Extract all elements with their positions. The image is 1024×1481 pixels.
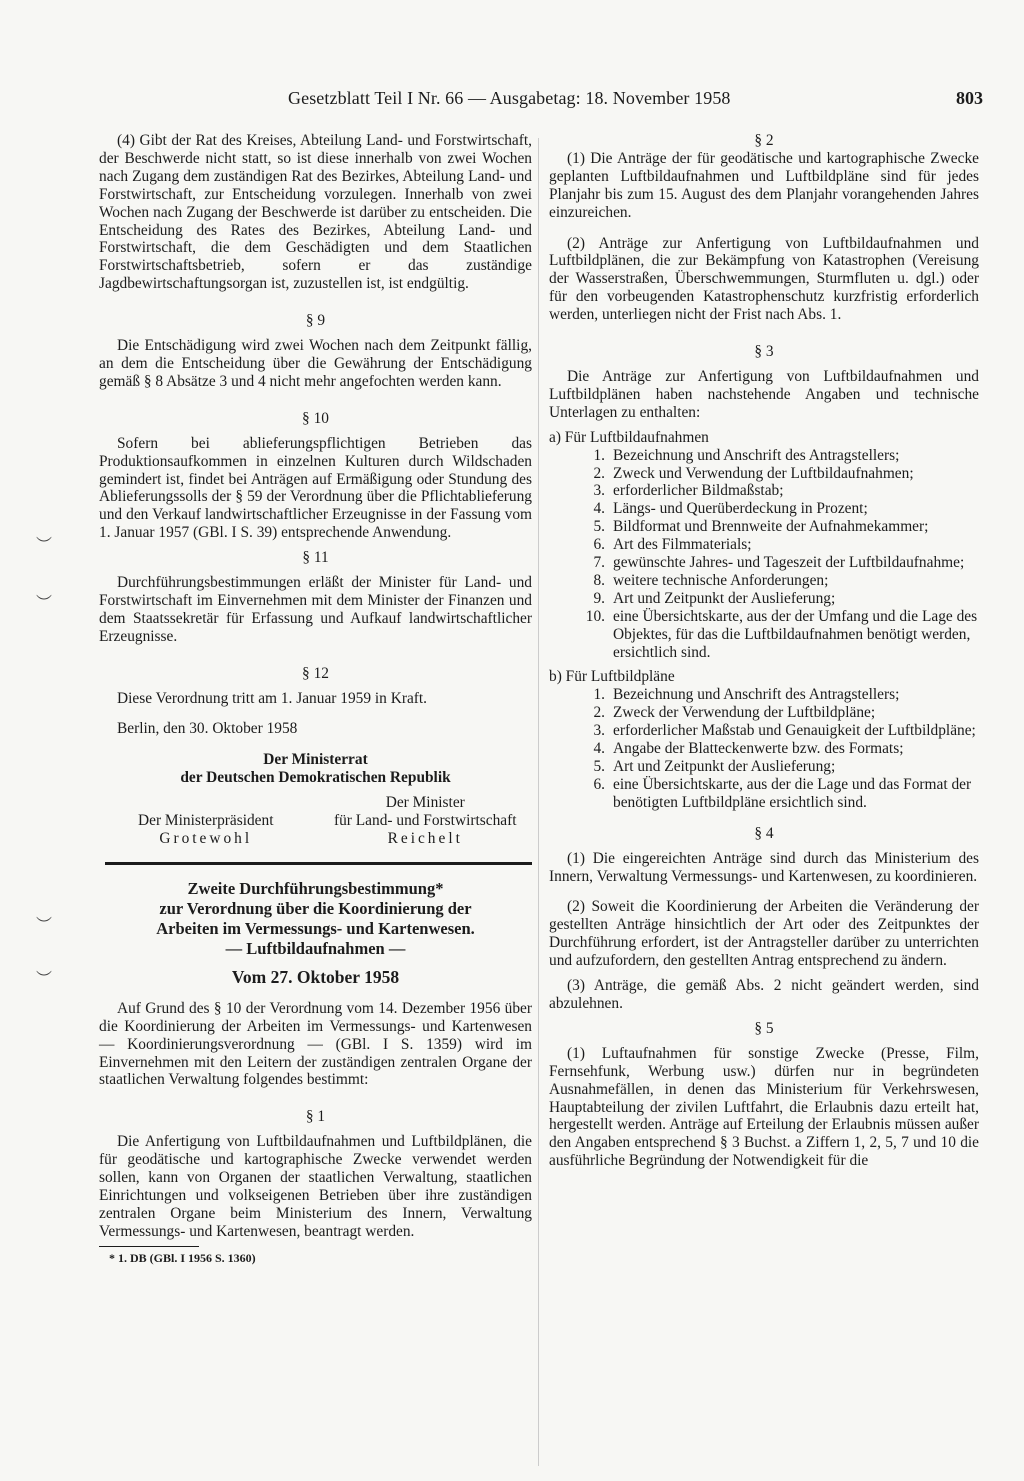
section2-paragraph2: (2) Anträge zur Anfertigung von Luftbildaufnahmen und Luftbildplänen, die zur Bekämpfung von Katastrophen (Vereisung der Wasserstraßen, Überschwemmungen, Sturmfluten u. dgl.) oder für den vorbeugenden Katastrophenschutz kurzfristig erforderlich werden, unterliegen nicht der Frist nach Abs. 1. bbox=[549, 234, 979, 324]
signature-org-line1: Der Ministerrat bbox=[263, 751, 368, 769]
list-item-number: 2. bbox=[593, 704, 605, 722]
margin-tick-mark: ︶ bbox=[36, 971, 53, 988]
group-a-item bbox=[549, 554, 979, 572]
group-b-item bbox=[549, 740, 979, 758]
group-b-item bbox=[549, 776, 979, 812]
list-item-text: Bezeichnung und Anschrift des Antragstellers; bbox=[613, 686, 900, 704]
list-item-text: eine Übersichtskarte, aus der der Umfang und die Lage des Objektes, für das die Luftbildaufnahmen benötigt werden, ersichtlich sind. bbox=[613, 607, 978, 661]
group-a-list bbox=[549, 447, 979, 662]
section-separator-rule bbox=[105, 862, 532, 865]
place-date: Berlin, den 30. Oktober 1958 bbox=[117, 720, 298, 738]
list-item-text: weitere technische Anforderungen; bbox=[613, 571, 829, 589]
decree-title-block bbox=[99, 879, 532, 987]
list-item-text: Art und Zeitpunkt der Auslieferung; bbox=[613, 758, 836, 775]
section8-paragraph4: (4) Gibt der Rat des Kreises, Abteilung Land- und Forstwirtschaft, der Beschwerde nicht statt, so ist diese innerhalb von zwei Wochen nach Zugang dem zuständigen Rat des Bezirkes, Abteilung Land- und Forstwirtschaft, zur Entscheidung vorzulegen. Innerhalb von zwei Wochen nach Zugang der Beschwerde ist darüber zu entscheiden. Die Entscheidung des Rates des Bezirkes, Abteilung Land- und Forstwirtschaft, die dem Geschädigten und dem Staatlichen Forstwirtschaftsbetrieb, sofern er das zuständige Jagdbewirtschaftungsorgan ist, zuzustellen ist, ist endgültig. bbox=[99, 132, 532, 293]
footnote: * 1. DB (GBl. I 1956 S. 1360) bbox=[109, 1250, 256, 1265]
list-item-text: Bildformat und Brennweite der Aufnahmekammer; bbox=[613, 518, 929, 536]
left-column bbox=[99, 132, 532, 1268]
list-item-text: Längs- und Querüberdeckung in Prozent; bbox=[613, 500, 868, 518]
list-item-text: Zweck der Verwendung der Luftbildpläne; bbox=[613, 704, 876, 722]
group-a-item bbox=[549, 608, 979, 662]
group-b-list bbox=[549, 686, 979, 811]
list-item-text: Art und Zeitpunkt der Auslieferung; bbox=[613, 589, 836, 607]
list-item-number: 5. bbox=[593, 518, 605, 536]
section9-text: Die Entschädigung wird zwei Wochen nach dem Zeitpunkt fällig, an dem die Entscheidung über die Gewährung der Entschädigung gemäß § 8 Absätze 3 und 4 nicht mehr angefochten werden kann. bbox=[99, 337, 532, 390]
margin-tick-mark: ︶ bbox=[36, 537, 53, 554]
signature-premier-title: Der Ministerpräsident bbox=[138, 812, 274, 830]
list-item-number: 3. bbox=[593, 482, 605, 500]
list-item-text: gewünschte Jahres- und Tageszeit der Luftbildaufnahme; bbox=[613, 554, 965, 572]
right-column bbox=[549, 132, 979, 1170]
list-item-number: 3. bbox=[593, 722, 605, 740]
list-item-number: 9. bbox=[593, 589, 605, 607]
group-b-label: b) Für Luftbildpläne bbox=[549, 668, 675, 686]
list-item-text: eine Übersichtskarte, aus der die Lage und das Format der benötigten Luftbildpläne ersichtlich sind. bbox=[613, 775, 972, 811]
list-item-text: Art des Filmmaterials; bbox=[613, 536, 752, 554]
group-a-item bbox=[549, 536, 979, 554]
section9-heading: § 9 bbox=[305, 312, 326, 330]
list-item-number: 7. bbox=[593, 554, 605, 572]
margin-tick-mark: ︶ bbox=[36, 595, 53, 612]
section12-text: Diese Verordnung tritt am 1. Januar 1959 in Kraft. bbox=[117, 689, 428, 707]
section4-paragraph2: (2) Soweit die Koordinierung der Arbeiten die Veränderung der gestellten Anträge hinsichtlich der Art oder des Zeitpunktes der Durchführung erfordert, ist der Antragsteller darüber zu unterrichten und aufzufordern, den gestellten Antrag entsprechend zu ändern. bbox=[549, 898, 979, 970]
decree-preamble: Auf Grund des § 10 der Verordnung vom 14. Dezember 1956 über die Koordinierung der Arbeiten im Vermessungs- und Kartenwesen — Koordinierungsverordnung — (GBl. I S. 1359) wird im Einvernehmen mit den Leitern der zuständigen zentralen Organe der staatlichen Verwaltung folgendes bestimmt: bbox=[99, 999, 532, 1089]
group-a-label: a) Für Luftbildaufnahmen bbox=[549, 428, 709, 446]
list-item-number: 10. bbox=[585, 607, 605, 625]
signature-minister-title: Der Minister bbox=[385, 794, 465, 812]
section2-paragraph1: (1) Die Anträge der für geodätische und kartographische Zwecke geplanten Luftbildaufnahmen und Luftbildpläne sind für jedes Planjahr bis zum 15. August des dem Planjahr vorangehenden Jahres einzureichen. bbox=[549, 149, 979, 221]
decree-title-line1: Zweite Durchführungsbestimmung* bbox=[187, 878, 444, 898]
group-a-item bbox=[549, 465, 979, 483]
signature-minister-name: Reichelt bbox=[387, 830, 463, 847]
section3-intro: Die Anträge zur Anfertigung von Luftbildaufnahmen und Luftbildplänen haben nachstehende Angaben und technische Unterlagen zu enthalten: bbox=[549, 367, 979, 421]
list-item-text: Angabe der Blatteckenwerte bzw. des Formats; bbox=[613, 740, 904, 758]
group-a-item bbox=[549, 590, 979, 608]
signature-minister-portfolio: für Land- und Forstwirtschaft bbox=[333, 812, 517, 830]
group-b-item bbox=[549, 704, 979, 722]
list-item-number: 6. bbox=[593, 775, 605, 793]
list-item-number: 1. bbox=[593, 446, 605, 464]
group-b-item bbox=[549, 722, 979, 740]
list-item-text: erforderlicher Maßstab und Genauigkeit der Luftbildpläne; bbox=[613, 722, 976, 740]
section5-paragraph1: (1) Luftaufnahmen für sonstige Zwecke (Presse, Film, Fernsehfunk, Werbung usw.) dürfen nur in begründeten Ausnahmefällen, in denen das Ministerium für Verkehrswesen, Hauptabteilung der zivilen Luftfahrt, die Erlaubnis dazu erteilt hat, hergestellt werden. Anträge auf Erteilung der Erlaubnis müssen außer den Angaben entsprechend § 3 Buchst. a Ziffern 1, 2, 5, 7 und 10 die ausführliche Begründung der Notwendigkeit für die bbox=[549, 1044, 979, 1170]
page-number: 803 bbox=[956, 88, 983, 108]
group-b-item bbox=[549, 686, 979, 704]
list-item-text: Bezeichnung und Anschrift des Antragstellers; bbox=[613, 446, 900, 464]
group-a-item bbox=[549, 572, 979, 590]
decree-section1-heading: § 1 bbox=[305, 1108, 326, 1126]
group-a-item bbox=[549, 518, 979, 536]
section5-heading: § 5 bbox=[754, 1019, 774, 1037]
decree-section1-text: Die Anfertigung von Luftbildaufnahmen und Luftbildplänen, die für geodätische und kartographische Zwecke verwendet werden sollen, kann von Organen der staatlichen Verwaltung, staatlichen Einrichtungen und volkseigenen Betrieben über ihre zuständigen zentralen Organe beim Ministerium des Innern, Verwaltung Vermessungs- und Kartenwesen, beantragt werden. bbox=[99, 1133, 532, 1240]
list-item-number: 2. bbox=[593, 464, 605, 482]
list-item-number: 4. bbox=[593, 500, 605, 518]
list-item-text: erforderlicher Bildmaßstab; bbox=[613, 482, 784, 500]
signature-premier-name: Grotewohl bbox=[159, 830, 253, 847]
group-a-item bbox=[549, 447, 979, 465]
footnote-rule bbox=[99, 1246, 199, 1247]
group-a-item bbox=[549, 500, 979, 518]
group-a-item bbox=[549, 482, 979, 500]
decree-date: Vom 27. Oktober 1958 bbox=[231, 966, 400, 987]
section4-paragraph1: (1) Die eingereichten Anträge sind durch das Ministerium des Innern, Verwaltung Vermessungs- und Kartenwesen, zu koordinieren. bbox=[549, 849, 979, 885]
signature-org-line2: der Deutschen Demokratischen Republik bbox=[180, 769, 451, 787]
list-item-number: 6. bbox=[593, 536, 605, 554]
group-b-item bbox=[549, 758, 979, 776]
page-header bbox=[288, 88, 983, 114]
margin-tick-mark: ︶ bbox=[36, 917, 53, 934]
decree-subtitle: — Luftbildaufnahmen — bbox=[225, 938, 406, 958]
list-item-number: 4. bbox=[593, 740, 605, 758]
list-item-number: 1. bbox=[593, 686, 605, 704]
signature-block bbox=[99, 751, 532, 848]
list-item-number: 5. bbox=[593, 758, 605, 775]
section11-text: Durchführungsbestimmungen erläßt der Minister für Land- und Forstwirtschaft im Einvernehmen mit dem Minister der Finanzen und dem Staatssekretär für Erfassung und Aufkauf landwirtschaftlicher Erzeugnisse. bbox=[99, 574, 532, 645]
gazette-title: Gesetzblatt Teil I Nr. 66 — Ausgabetag: 18. November 1958 bbox=[288, 88, 731, 108]
section2-heading: § 2 bbox=[754, 132, 774, 149]
list-item-number: 8. bbox=[593, 571, 605, 589]
list-item-text: Zweck und Verwendung der Luftbildaufnahmen; bbox=[613, 464, 914, 482]
column-divider bbox=[538, 138, 539, 1466]
section12-heading: § 12 bbox=[302, 664, 329, 682]
section10-heading: § 10 bbox=[302, 409, 329, 427]
section4-paragraph3: (3) Anträge, die gemäß Abs. 2 nicht geändert werden, sind abzulehnen. bbox=[549, 977, 979, 1012]
decree-title-line2: zur Verordnung über die Koordinierung der bbox=[159, 898, 472, 918]
decree-title-line3: Arbeiten im Vermessungs- und Kartenwesen. bbox=[156, 918, 475, 938]
section10-text: Sofern bei ablieferungspflichtigen Betrieben das Produktionsaufkommen in einzelnen Kulturen durch Wildschaden gemindert ist, findet bei Anträgen auf Ermäßigung oder Stundung des Ablieferungssolls der § 59 der Verordnung über die Pflichtablieferung und den Verkauf landwirtschaftlicher Erzeugnisse in der Fassung vom 1. Januar 1957 (GBl. I S. 39) entsprechende Anwendung. bbox=[99, 434, 532, 542]
section11-heading: § 11 bbox=[302, 549, 329, 567]
section3-heading: § 3 bbox=[754, 343, 774, 361]
section4-heading: § 4 bbox=[754, 824, 774, 842]
